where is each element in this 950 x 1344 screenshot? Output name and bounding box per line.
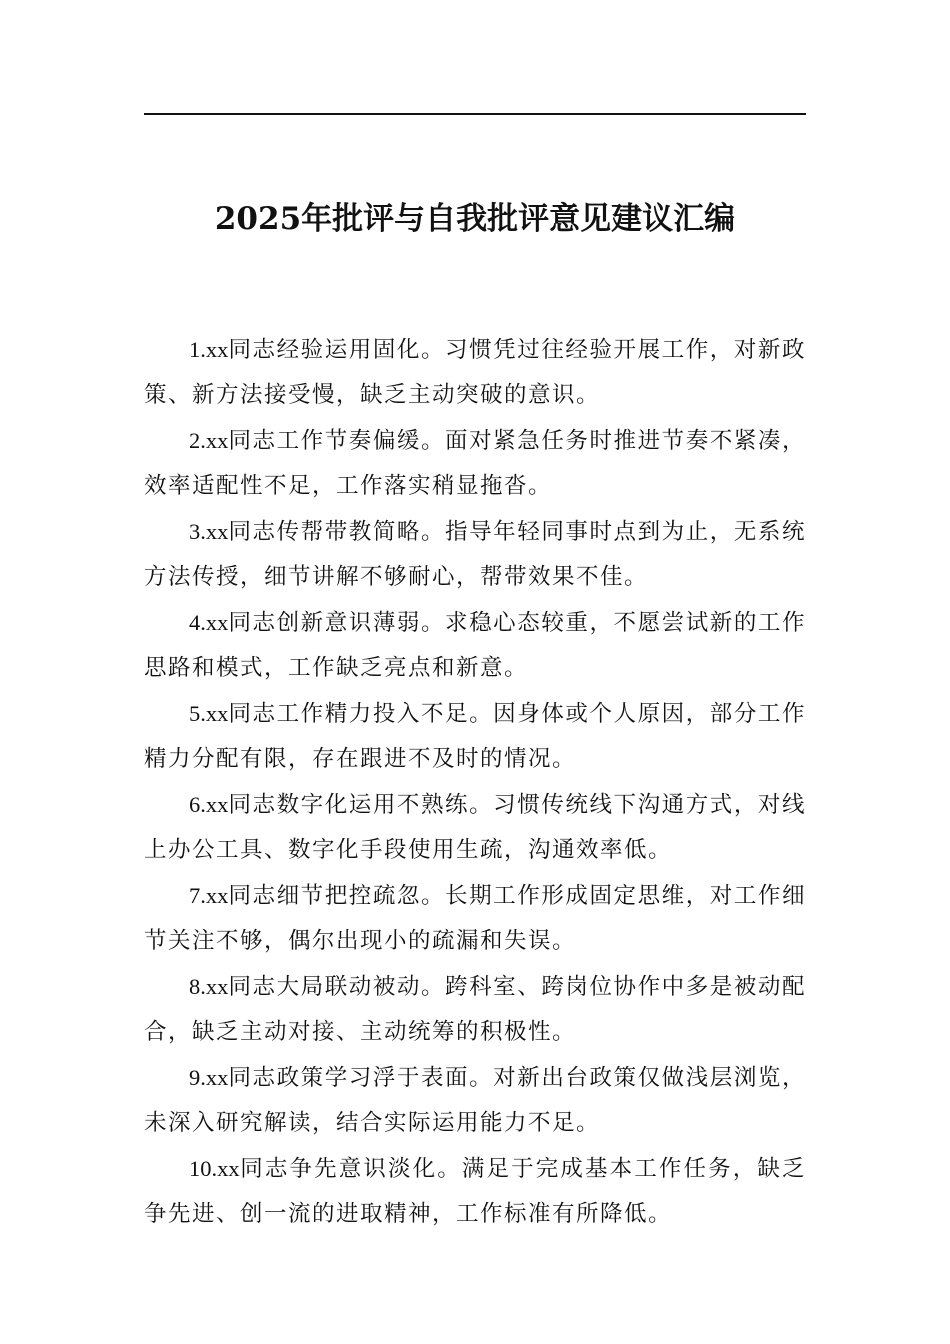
document-title: 2025年批评与自我批评意见建议汇编	[214, 201, 736, 237]
list-item	[144, 327, 806, 418]
list-item	[144, 691, 806, 782]
item-number: 5.xx	[189, 701, 229, 726]
item-text: 同志经验运用固化。习惯凭过往经验开展工作，对新政策、新方法接受慢，缺乏主动突破的意识。	[144, 337, 806, 408]
item-number: 4.xx	[189, 610, 229, 635]
list-item	[144, 1055, 806, 1146]
item-number: 2.xx	[189, 428, 229, 453]
header-rule	[144, 113, 806, 115]
item-number: 3.xx	[189, 519, 229, 544]
item-text: 同志工作精力投入不足。因身体或个人原因，部分工作精力分配有限，存在跟进不及时的情况。	[144, 701, 806, 772]
list-item	[144, 600, 806, 691]
item-number: 8.xx	[189, 974, 229, 999]
item-number: 1.xx	[189, 337, 229, 362]
list-item	[144, 418, 806, 509]
item-text: 同志数字化运用不熟练。习惯传统线下沟通方式，对线上办公工具、数字化手段使用生疏，沟通效率低。	[144, 792, 806, 863]
item-number: 9.xx	[189, 1065, 229, 1090]
item-text: 同志传帮带教简略。指导年轻同事时点到为止，无系统方法传授，细节讲解不够耐心，帮带效果不佳。	[144, 519, 806, 590]
list-item	[144, 509, 806, 600]
item-text: 同志政策学习浮于表面。对新出台政策仅做浅层浏览，未深入研究解读，结合实际运用能力不足。	[144, 1065, 806, 1136]
item-text: 同志工作节奏偏缓。面对紧急任务时推进节奏不紧凑，效率适配性不足，工作落实稍显拖沓。	[144, 428, 806, 499]
item-number: 6.xx	[189, 792, 229, 817]
item-text: 同志创新意识薄弱。求稳心态较重，不愿尝试新的工作思路和模式，工作缺乏亮点和新意。	[144, 610, 806, 681]
list-item	[144, 782, 806, 873]
item-text: 同志争先意识淡化。满足于完成基本工作任务，缺乏争先进、创一流的进取精神，工作标准有所降低。	[144, 1156, 806, 1227]
list-item	[144, 964, 806, 1055]
list-item	[144, 873, 806, 964]
item-text: 同志大局联动被动。跨科室、跨岗位协作中多是被动配合，缺乏主动对接、主动统筹的积极性。	[144, 974, 806, 1045]
item-number: 7.xx	[189, 883, 229, 908]
document-body	[144, 327, 806, 1237]
item-number: 10.xx	[189, 1156, 240, 1181]
item-text: 同志细节把控疏忽。长期工作形成固定思维，对工作细节关注不够，偶尔出现小的疏漏和失误。	[144, 883, 806, 954]
list-item	[144, 1146, 806, 1237]
